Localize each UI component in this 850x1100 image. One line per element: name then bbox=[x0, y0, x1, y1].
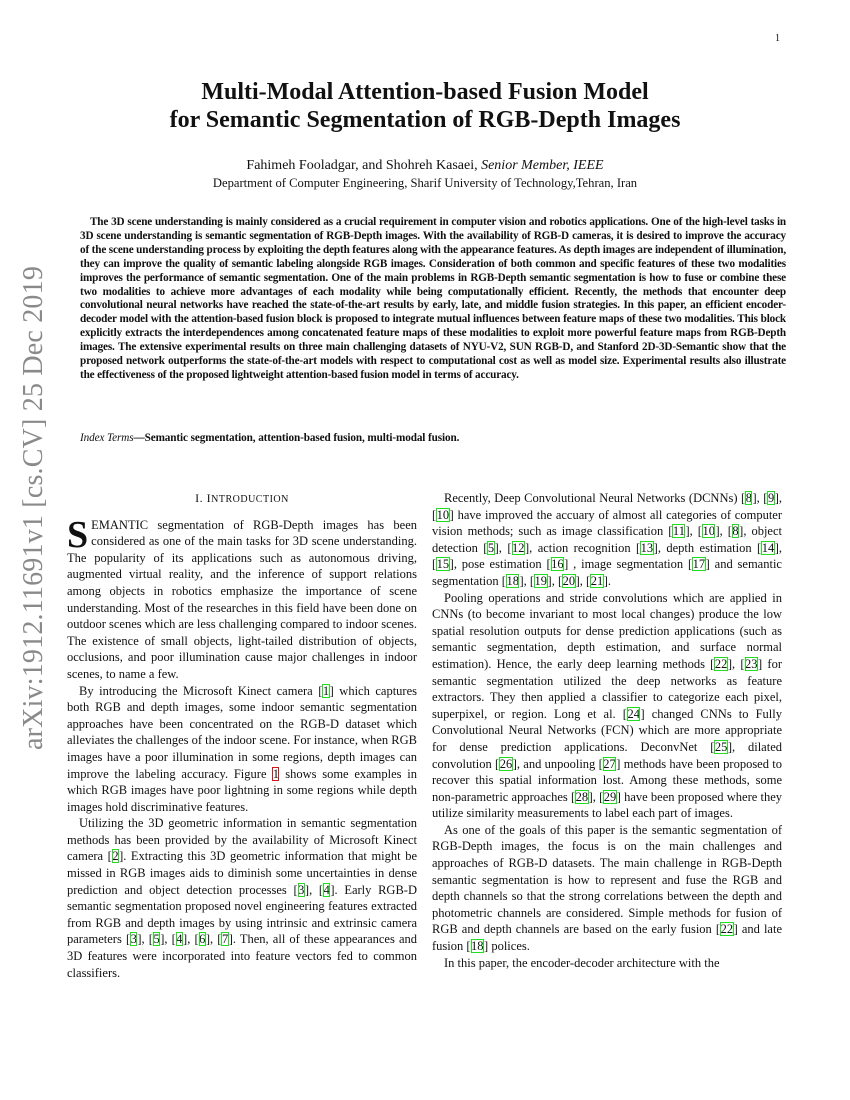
citation-link[interactable]: 13 bbox=[640, 540, 654, 555]
drop-cap: S bbox=[67, 513, 89, 556]
citation-link[interactable]: 26 bbox=[499, 756, 513, 771]
citation-link[interactable]: 2 bbox=[112, 849, 119, 864]
paragraph: Recently, Deep Convolutional Neural Networks (DCNNs) [8], [9], [10] have improved the accuary of almost all categories of computer vision methods; such as image classification [11], [10], [8], object detection [5], [12], action recognition [13], depth estimation [14], [15], pose estimation [16] , image segmentation [17] and semantic segmentation [18], [19], [20], [21]. bbox=[432, 491, 783, 588]
left-column bbox=[67, 490, 417, 981]
citation-link[interactable]: 29 bbox=[603, 789, 617, 804]
citation-link[interactable]: 10 bbox=[702, 524, 715, 539]
author-list bbox=[0, 157, 850, 175]
citation-link[interactable]: 25 bbox=[714, 739, 728, 754]
paragraph: Utilizing the 3D geometric information in semantic segmentation methods has been provided by the availability of Microsoft Kinect camera [2]. Extracting this 3D geometric information that might be missed in RGB images aids to diminish some uncertainties in dense prediction and object detection processes [3], [4]. Early RGB-D semantic segmentation proposed novel engineering features extracted from RGB and depth images by using intrinsic and extrinsic camera parameters [3], [5], [4], [6], [7]. Then, all of these appearances and 3D features were incorporated into feature vectors fed to common classifiers. bbox=[67, 816, 418, 980]
citation-link[interactable]: 16 bbox=[551, 557, 564, 572]
citation-link[interactable]: 10 bbox=[436, 507, 450, 522]
citation-link[interactable]: 24 bbox=[627, 706, 640, 721]
index-terms-text: —Semantic segmentation, attention-based fusion, multi-modal fusion. bbox=[133, 432, 460, 444]
paper-title bbox=[0, 78, 850, 134]
citation-link[interactable]: 5 bbox=[487, 540, 495, 555]
title-line-2: for Semantic Segmentation of RGB-Depth Images bbox=[169, 107, 681, 133]
citation-link[interactable]: 15 bbox=[436, 557, 450, 572]
citation-link[interactable]: 18 bbox=[471, 939, 484, 954]
citation-link[interactable]: 4 bbox=[176, 932, 183, 947]
citation-link[interactable]: 7 bbox=[221, 932, 229, 947]
citation-link[interactable]: 18 bbox=[506, 573, 519, 588]
citation-link[interactable]: 17 bbox=[692, 557, 706, 572]
paragraph: SEMANTIC segmentation of RGB-Depth images has been considered as one of the main tasks for 3D scene understanding. The popularity of its applications such as autonomous driving, augmented virtual reality, and the inference of support relations among objects in robotics emphasize the importance of scene understanding. Most of the researches in this field have been done on outdoor scenes which are less challenging compared to indoor scenes. The existence of small objects, light-tailed distribution of objects, occlusions, and poor illumination cause major challenges in indoor scenes, to name a few. bbox=[67, 513, 417, 681]
citation-link[interactable]: 1 bbox=[322, 683, 330, 698]
arxiv-stamp: arXiv:1912.11691v1 [cs.CV] 25 Dec 2019 bbox=[18, 265, 49, 750]
right-column bbox=[432, 490, 782, 971]
citation-link[interactable]: 28 bbox=[575, 789, 589, 804]
citation-link[interactable]: 3 bbox=[298, 882, 305, 897]
paragraph: Pooling operations and stride convolutions which are applied in CNNs (to become invariant to most local changes) produce the low spatial resolution outputs for dense prediction applications (such as semantic segmentation, depth estimation, and surface normal estimation). Hence, the early deep learning methods [22], [23] for semantic segmentation utilized the deep networks as feature extractors. They then applied a classifier to categorize each pixel, superpixel, or region. Long et al. [24] changed CNNs to Fully Convolutional Neural Networks (FCN) which are more appropriate for dense prediction applications. DeconvNet [25], dilated convolution [26], and unpooling [27] methods have been proposed to recover this spatial information lost. Among these methods, some non-parametric approaches [28], [29] have been proposed where they utilize similarity measurements to label each part of images. bbox=[432, 590, 782, 821]
paragraph: In this paper, the encoder-decoder architecture with the bbox=[444, 955, 720, 970]
citation-link[interactable]: 21 bbox=[590, 573, 604, 588]
left-column-body bbox=[67, 513, 418, 982]
citation-link[interactable]: 14 bbox=[761, 540, 775, 555]
paragraph: As one of the goals of this paper is the semantic segmentation of RGB-Depth images, the focus is on the main challenges and approaches of RGB-D datasets. The main challenge in RGB-Depth semantic segmentation is how to represent and fuse the RGB and depth channels so that the strong correlations between the depth and photometric channels are considered. Simple methods for fusion of RGB and depth channels are based on the early fusion [22] and late fusion [18] polices. bbox=[432, 822, 782, 954]
citation-link[interactable]: 5 bbox=[153, 932, 160, 947]
citation-link[interactable]: 4 bbox=[323, 882, 330, 897]
page-number: 1 bbox=[775, 33, 780, 44]
citation-link[interactable]: 8 bbox=[732, 524, 739, 539]
paragraph: By introducing the Microsoft Kinect camera [1] which captures both RGB and depth images, some indoor semantic segmentation approaches have been concentrated on the RGB-D dataset which alleviates the challenges of the indoor scene. For instance, when RGB images have a poor illumination in some regions, depth images can improve the labeling accuracy. Figure 1 shows some examples in which RGB images have poor lightning in some regions while depth images hold discriminative features. bbox=[67, 683, 417, 814]
citation-link[interactable]: 22 bbox=[720, 922, 734, 937]
citation-link[interactable]: 20 bbox=[562, 573, 576, 588]
affiliation: Department of Computer Engineering, Sharif University of Technology,Tehran, Iran bbox=[212, 176, 638, 190]
citation-link[interactable]: 8 bbox=[745, 491, 752, 505]
index-terms bbox=[80, 432, 786, 444]
figure-reference-link[interactable]: 1 bbox=[272, 766, 279, 781]
citation-link[interactable]: 6 bbox=[199, 932, 206, 947]
index-terms-label: Index Terms bbox=[80, 432, 134, 444]
citation-link[interactable]: 11 bbox=[672, 524, 685, 539]
citation-link[interactable]: 3 bbox=[130, 932, 137, 947]
citation-link[interactable]: 22 bbox=[714, 656, 728, 671]
author-role: Senior Member, IEEE bbox=[481, 158, 604, 173]
abstract: The 3D scene understanding is mainly considered as a crucial requirement in computer vision and robotics applications. One of the high-level tasks in 3D scene understanding is semantic segmentation of RGB-Depth images. With the availability of RGB-D cameras, it is desired to improve the accuracy of the scene understanding process by exploiting the depth features along with the appearance features. As depth images are independent of illumination, they can improve the quality of semantic labeling alongside RGB images. Consideration of both common and specific features of these two modalities improves the performance of semantic segmentation. One of the main problems in RGB-Depth semantic segmentation is how to fuse or combine these two modalities to achieve more advantages of each modality while being computationally efficient. Recently, the methods that encounter deep convolutional neural networks have reached the state-of-the-art results by early, late, and middle fusion strategies. In this paper, an efficient encoder-decoder model with the attention-based fusion block is proposed to integrate mutual influences between feature maps of these two modalities. This block explicitly extracts the interdependences among concatenated feature maps of these modalities to exploit more powerful feature maps from RGB-Depth images. The extensive experimental results on three main challenging datasets of NYU-V2, SUN RGB-D, and Stanford 2D-3D-Semantic show that the proposed network outperforms the state-of-the-art models with respect to computational cost as well as model size. Experimental results also illustrate the effectiveness of the proposed lightweight attention-based fusion model in terms of accuracy. bbox=[80, 216, 786, 381]
title-line-1: Multi-Modal Attention-based Fusion Model bbox=[201, 79, 649, 105]
section-heading-introduction: I. INTRODUCTION bbox=[195, 491, 289, 505]
citation-link[interactable]: 9 bbox=[767, 491, 775, 505]
citation-link[interactable]: 12 bbox=[512, 540, 525, 555]
right-column-body bbox=[432, 490, 782, 971]
citation-link[interactable]: 19 bbox=[534, 573, 548, 588]
citation-link[interactable]: 23 bbox=[745, 656, 758, 671]
citation-link[interactable]: 27 bbox=[603, 756, 616, 771]
author-names: Fahimeh Fooladgar, and Shohreh Kasaei, bbox=[246, 158, 482, 173]
